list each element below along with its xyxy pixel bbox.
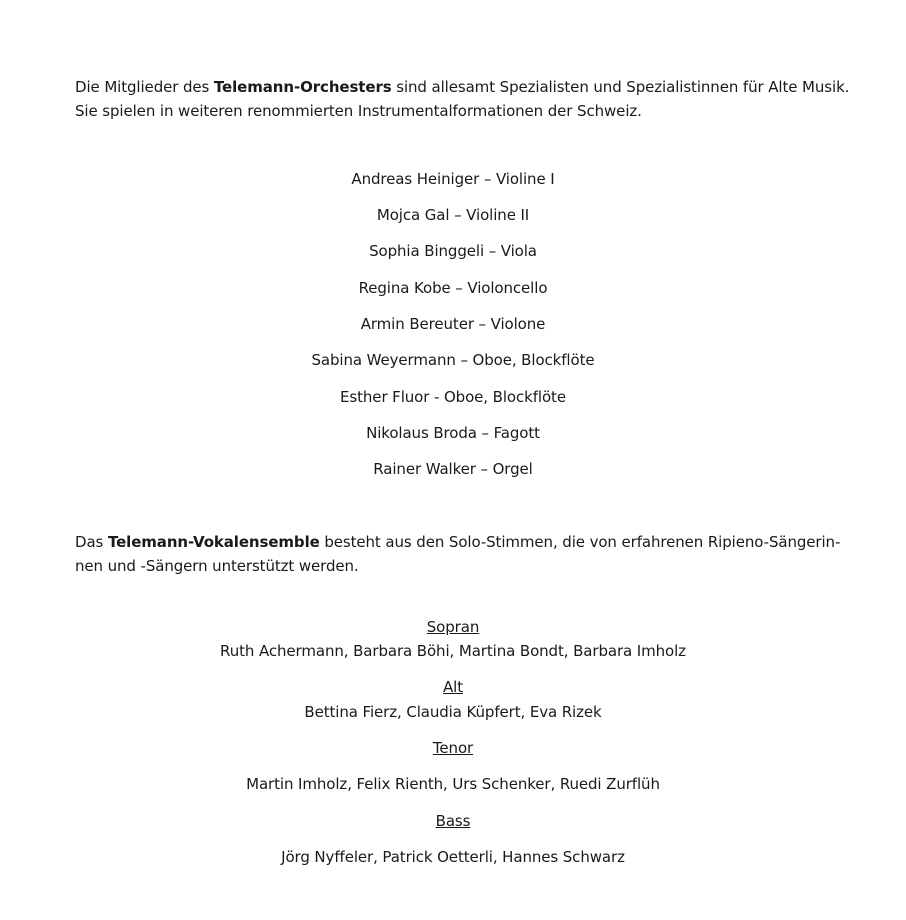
- orchestra-intro-text-end: sind allesamt Spezialisten und Spezialistinnen für Alte Musik.: [391, 78, 850, 96]
- choir-intro-line-2: nen und -Sängern unterstützt werden.: [75, 557, 359, 575]
- choir-intro-paragraph: [75, 530, 855, 578]
- orchestra-member: Regina Kobe – Violoncello: [358, 279, 548, 297]
- choir-intro-text-end: besteht aus den Solo-Stimmen, die von erfahrenen Ripieno-Sängerin-: [319, 533, 841, 551]
- orchestra-member: Rainer Walker – Orgel: [373, 460, 533, 478]
- voice-heading-alt: Alt: [442, 678, 463, 696]
- orchestra-member: Sophia Binggeli – Viola: [369, 242, 537, 260]
- orchestra-intro-line-1: [75, 75, 855, 99]
- voice-heading-bass: Bass: [435, 812, 471, 830]
- choir-name: Telemann-Vokalensemble: [107, 533, 320, 551]
- voice-members-tenor: Martin Imholz, Felix Rienth, Urs Schenker, Ruedi Zurflüh: [246, 775, 660, 793]
- voice-members-bass: Jörg Nyffeler, Patrick Oetterli, Hannes Schwarz: [281, 848, 625, 866]
- orchestra-intro-line-2: Sie spielen in weiteren renommierten Instrumentalformationen der Schweiz.: [75, 102, 642, 120]
- orchestra-member: Sabina Weyermann – Oboe, Blockflöte: [311, 351, 595, 369]
- orchestra-name: Telemann-Orchesters: [213, 78, 392, 96]
- orchestra-member: Andreas Heiniger – Violine I: [351, 170, 555, 188]
- orchestra-member: Esther Fluor - Oboe, Blockflöte: [340, 388, 566, 406]
- voice-members-sopran: Ruth Achermann, Barbara Böhi, Martina Bondt, Barbara Imholz: [220, 642, 686, 660]
- orchestra-member: Nikolaus Broda – Fagott: [366, 424, 540, 442]
- choir-intro-line-1: [75, 530, 855, 554]
- orchestra-member: Armin Bereuter – Violone: [360, 315, 546, 333]
- voice-heading-sopran: Sopran: [426, 618, 480, 636]
- orchestra-member: Mojca Gal – Violine II: [376, 206, 530, 224]
- voice-members-alt: Bettina Fierz, Claudia Küpfert, Eva Rizek: [304, 703, 602, 721]
- voice-heading-tenor: Tenor: [432, 739, 474, 757]
- orchestra-intro-paragraph: [75, 75, 855, 123]
- choir-intro-text-start: Das: [75, 533, 108, 551]
- orchestra-intro-text-start: Die Mitglieder des: [75, 78, 214, 96]
